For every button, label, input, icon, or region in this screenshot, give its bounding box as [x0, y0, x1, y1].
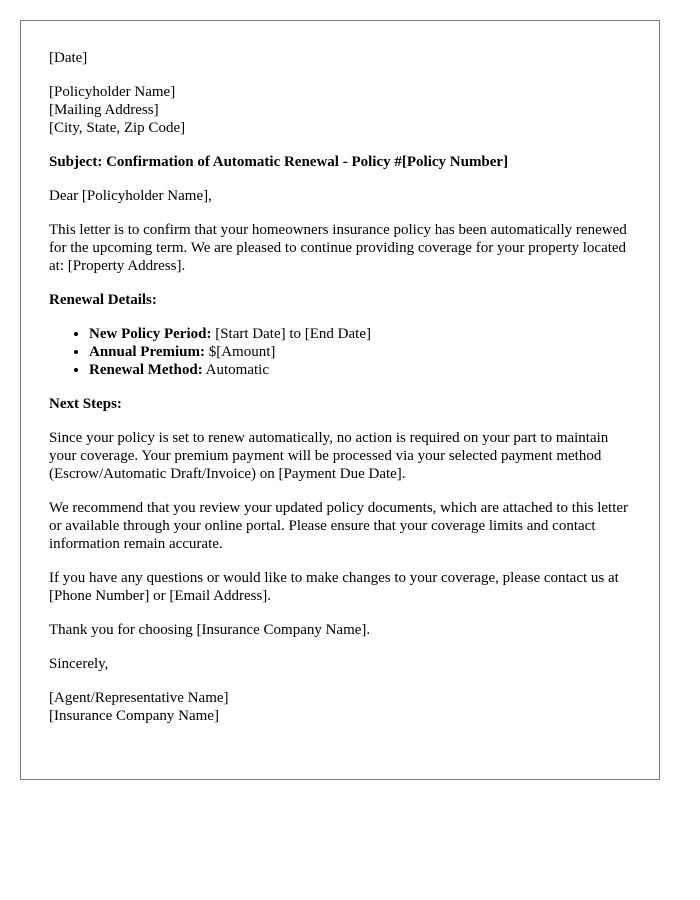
detail-label: Renewal Method: — [89, 362, 203, 378]
closing-line: Sincerely, — [49, 656, 109, 672]
letter-page — [20, 20, 660, 780]
letter-subject: Subject: Confirmation of Automatic Renewal - Policy #[Policy Number] — [49, 154, 509, 170]
recipient-address-block — [49, 83, 631, 137]
next-steps-paragraph: Since your policy is set to renew automatically, no action is required on your part to maintain your coverage. Your premium payment will be processed via your selected payment method (Escrow/Automatic Draft/Invoice) on [Payment Due Date]. — [49, 430, 609, 482]
detail-label: Annual Premium: — [89, 344, 205, 360]
detail-value: $[Amount] — [204, 344, 276, 360]
intro-paragraph: This letter is to confirm that your homeowners insurance policy has been automatically renewed for the upcoming term. We are pleased to continue providing coverage for your property located at: [Property Address]. — [49, 222, 627, 274]
letter-salutation: Dear [Policyholder Name], — [49, 188, 212, 204]
recipient-mailing-address: [Mailing Address] — [49, 102, 159, 118]
renewal-details-list — [49, 325, 631, 379]
signature-name: [Agent/Representative Name] — [49, 690, 229, 706]
next-steps-heading: Next Steps: — [49, 396, 122, 412]
renewal-detail-renewal-method — [89, 361, 631, 379]
detail-label: New Policy Period: — [89, 326, 212, 342]
renewal-detail-policy-period — [89, 325, 631, 343]
letter-date: [Date] — [49, 50, 88, 66]
renewal-details-heading: Renewal Details: — [49, 292, 157, 308]
recommend-paragraph: We recommend that you review your updated policy documents, which are attached to this letter or available through your online portal. Please ensure that your coverage limits and contact information remain accurate. — [49, 500, 629, 552]
thanks-line: Thank you for choosing [Insurance Company Name]. — [49, 622, 371, 638]
detail-value: Automatic — [202, 362, 269, 378]
questions-paragraph: If you have any questions or would like to make changes to your coverage, please contact us at [Phone Number] or [Email Address]. — [49, 570, 619, 604]
signature-block — [49, 689, 631, 725]
detail-value: [Start Date] to [End Date] — [211, 326, 371, 342]
recipient-name: [Policyholder Name] — [49, 84, 176, 100]
recipient-city-state-zip: [City, State, Zip Code] — [49, 120, 186, 136]
renewal-detail-annual-premium — [89, 343, 631, 361]
signature-company: [Insurance Company Name] — [49, 708, 219, 724]
